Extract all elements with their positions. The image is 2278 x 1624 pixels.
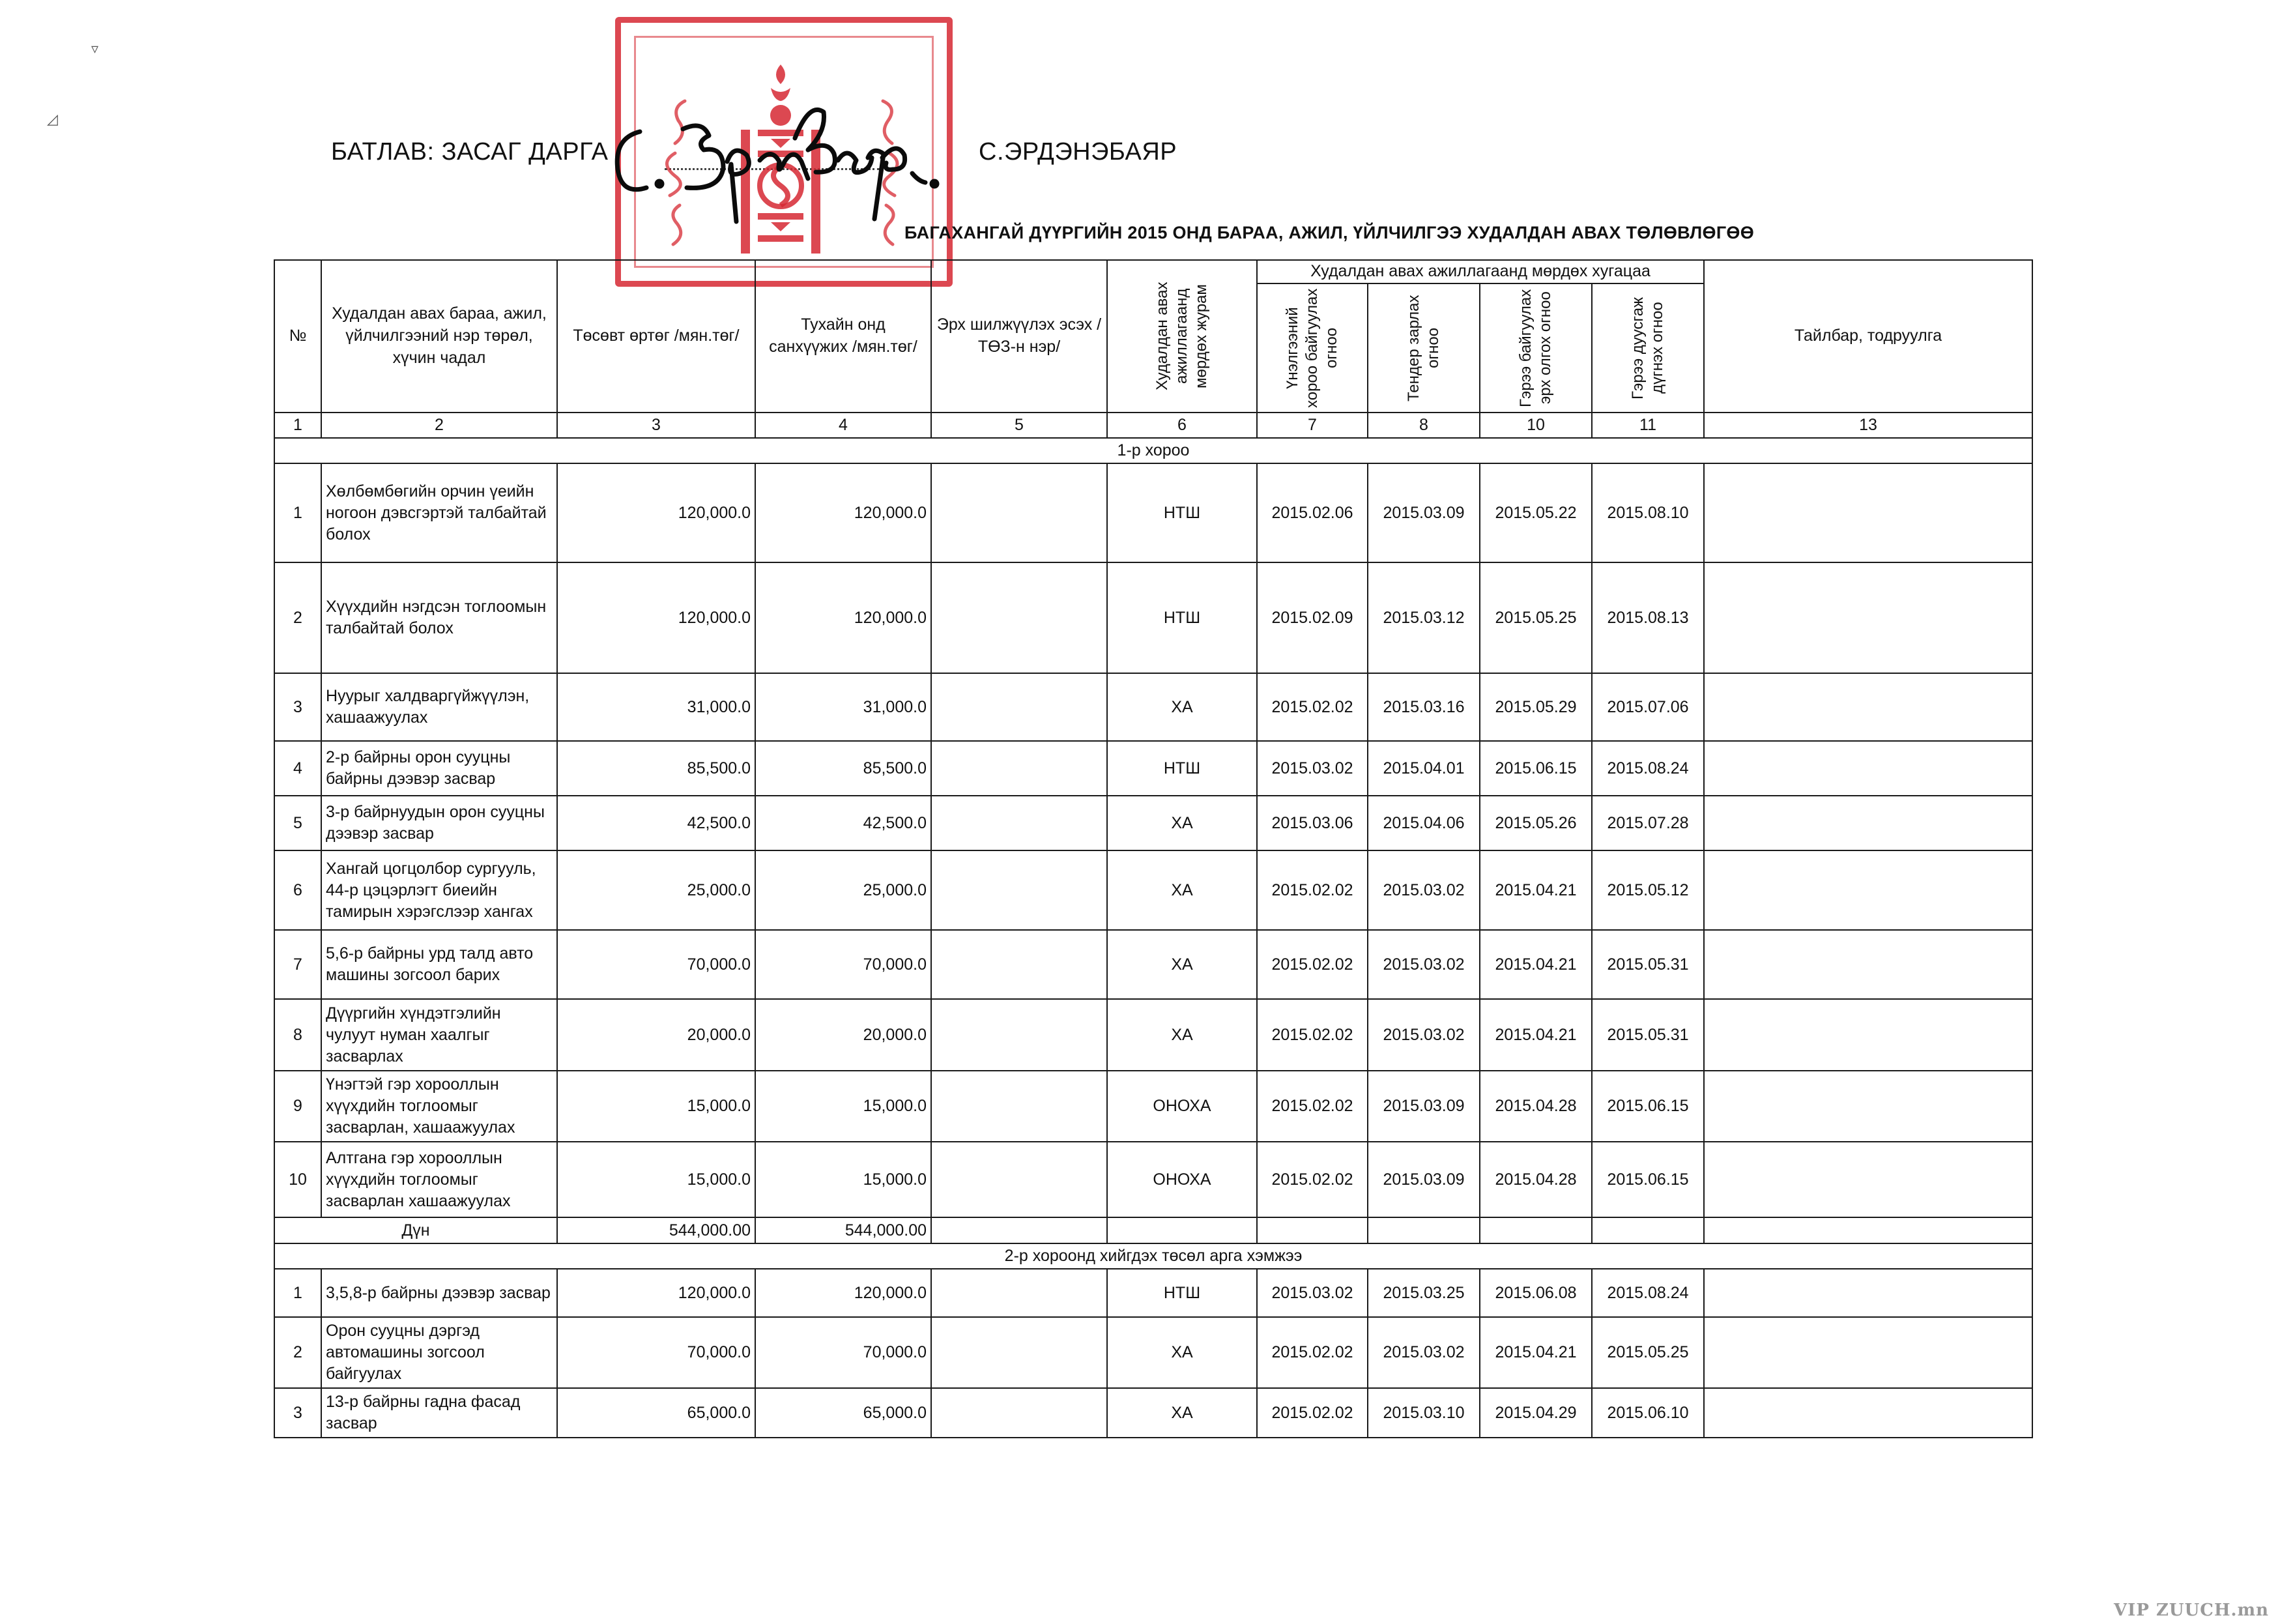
note-cell: [1704, 796, 2032, 850]
row-number: 1: [274, 1269, 321, 1317]
total-row: [274, 1217, 2032, 1243]
table-cell: [1368, 1217, 1480, 1243]
note-cell: [1704, 673, 2032, 741]
item-name: Хүүхдийн нэгдсэн тоглоомын талбайтай болох: [321, 562, 557, 673]
funding-amount: 70,000.0: [755, 1317, 931, 1388]
table-row: [274, 1142, 2032, 1217]
committee-date: 2015.02.02: [1257, 673, 1368, 741]
tender-date: 2015.03.02: [1368, 1317, 1480, 1388]
note-cell: [1704, 999, 2032, 1071]
committee-date: 2015.02.02: [1257, 1142, 1368, 1217]
col-header-authorized: Эрх шилжүүлэх эсэх /ТӨЗ-н нэр/: [931, 260, 1107, 413]
col-header-timeline-group: Худалдан авах ажиллагаанд мөрдөх хугацаа: [1257, 260, 1704, 283]
col-header-funding: Тухайн онд санхүүжих /мян.төг/: [755, 260, 931, 413]
col-header-budget: Төсөвт өртөг /мян.төг/: [557, 260, 755, 413]
committee-date: 2015.02.02: [1257, 1388, 1368, 1438]
procedure-code: НТШ: [1107, 562, 1257, 673]
table-row: [274, 562, 2032, 673]
authorized-org: [931, 930, 1107, 999]
table-row: [274, 999, 2032, 1071]
tender-date: 2015.03.10: [1368, 1388, 1480, 1438]
handwritten-signature: [599, 98, 951, 228]
budget-amount: 70,000.0: [557, 1317, 755, 1388]
committee-date: 2015.02.09: [1257, 562, 1368, 673]
authorized-org: [931, 673, 1107, 741]
col-header-procedure: Худалдан авах ажиллагаанд мөрдөх журам: [1107, 260, 1257, 413]
tender-date: 2015.04.06: [1368, 796, 1480, 850]
contract-right-date: 2015.04.28: [1480, 1142, 1592, 1217]
row-number: 8: [274, 999, 321, 1071]
funding-amount: 120,000.0: [755, 562, 931, 673]
committee-date: 2015.02.02: [1257, 930, 1368, 999]
note-cell: [1704, 1388, 2032, 1438]
col-header-note: Тайлбар, тодруулга: [1704, 260, 2032, 413]
section-header-row: [274, 1243, 2032, 1269]
contract-end-date: 2015.05.31: [1592, 999, 1704, 1071]
table-row: [274, 1269, 2032, 1317]
procedure-code: ХА: [1107, 1317, 1257, 1388]
budget-amount: 120,000.0: [557, 463, 755, 562]
contract-end-date: 2015.08.24: [1592, 1269, 1704, 1317]
row-number: 7: [274, 930, 321, 999]
item-name: Алтгана гэр хорооллын хүүхдийн тоглоомыг засварлан хашаажуулах: [321, 1142, 557, 1217]
authorized-org: [931, 463, 1107, 562]
table-cell: [1480, 1217, 1592, 1243]
tender-date: 2015.03.09: [1368, 463, 1480, 562]
committee-date: 2015.03.02: [1257, 1269, 1368, 1317]
total-budget: 544,000.00: [557, 1217, 755, 1243]
committee-date: 2015.03.02: [1257, 741, 1368, 796]
table-cell: [1107, 1217, 1257, 1243]
section-title: 2-р хороонд хийгдэх төсөл арга хэмжээ: [274, 1243, 2032, 1269]
contract-right-date: 2015.04.21: [1480, 930, 1592, 999]
procedure-code: ХА: [1107, 1388, 1257, 1438]
authorized-org: [931, 850, 1107, 930]
column-number: 11: [1592, 413, 1704, 438]
note-cell: [1704, 562, 2032, 673]
item-name: 3,5,8-р байрны дээвэр засвар: [321, 1269, 557, 1317]
col-header-name: Худалдан авах бараа, ажил, үйлчилгээний нэр төрөл, хүчин чадал: [321, 260, 557, 413]
table-row: [274, 1071, 2032, 1142]
section2-body: [274, 1269, 2032, 1438]
table-row: [274, 796, 2032, 850]
col-header-contract-right: Гэрээ байгуулах эрх олгох огноо: [1480, 283, 1592, 413]
row-number: 4: [274, 741, 321, 796]
funding-amount: 15,000.0: [755, 1071, 931, 1142]
total-funding: 544,000.00: [755, 1217, 931, 1243]
column-number: 4: [755, 413, 931, 438]
budget-amount: 20,000.0: [557, 999, 755, 1071]
note-cell: [1704, 930, 2032, 999]
document-title: БАГАХАНГАЙ ДҮҮРГИЙН 2015 ОНД БАРАА, АЖИЛ, ҮЙЛЧИЛГЭЭ ХУДАЛДАН АВАХ ТӨЛӨВЛӨГӨӨ: [904, 223, 1755, 242]
watermark-logo: VIP ZUUCH.mn: [2114, 1601, 2269, 1620]
note-cell: [1704, 1317, 2032, 1388]
col-header-contract-end: Гэрээ дуусгаж дүгнэх огноо: [1592, 283, 1704, 413]
contract-right-date: 2015.04.21: [1480, 850, 1592, 930]
column-number-row: [274, 413, 2032, 438]
item-name: 2-р байрны орон сууцны байрны дээвэр засвар: [321, 741, 557, 796]
committee-date: 2015.02.02: [1257, 999, 1368, 1071]
authorized-org: [931, 1071, 1107, 1142]
budget-amount: 42,500.0: [557, 796, 755, 850]
tender-date: 2015.03.12: [1368, 562, 1480, 673]
contract-end-date: 2015.06.10: [1592, 1388, 1704, 1438]
note-cell: [1704, 1142, 2032, 1217]
item-name: Хангай цогцолбор сургууль, 44-р цэцэрлэгт биеийн тамирын хэрэгслээр хангах: [321, 850, 557, 930]
row-number: 5: [274, 796, 321, 850]
funding-amount: 42,500.0: [755, 796, 931, 850]
tender-date: 2015.03.02: [1368, 850, 1480, 930]
contract-right-date: 2015.05.29: [1480, 673, 1592, 741]
row-number: 3: [274, 673, 321, 741]
funding-amount: 20,000.0: [755, 999, 931, 1071]
authorized-org: [931, 999, 1107, 1071]
column-number: 8: [1368, 413, 1480, 438]
authorized-org: [931, 741, 1107, 796]
item-name: 3-р байрнуудын орон сууцны дээвэр засвар: [321, 796, 557, 850]
committee-date: 2015.02.02: [1257, 1317, 1368, 1388]
section-header-row: [274, 438, 2032, 463]
procedure-code: ХА: [1107, 796, 1257, 850]
column-number: 7: [1257, 413, 1368, 438]
contract-right-date: 2015.04.28: [1480, 1071, 1592, 1142]
funding-amount: 15,000.0: [755, 1142, 931, 1217]
total-label: Дүн: [274, 1217, 557, 1243]
column-number: 6: [1107, 413, 1257, 438]
note-cell: [1704, 1269, 2032, 1317]
item-name: Дүүргийн хүндэтгэлийн чулуут нуман хаалгыг засварлах: [321, 999, 557, 1071]
budget-amount: 65,000.0: [557, 1388, 755, 1438]
committee-date: 2015.02.02: [1257, 850, 1368, 930]
note-cell: [1704, 850, 2032, 930]
column-number: 1: [274, 413, 321, 438]
contract-end-date: 2015.08.13: [1592, 562, 1704, 673]
contract-end-date: 2015.05.25: [1592, 1317, 1704, 1388]
contract-end-date: 2015.05.31: [1592, 930, 1704, 999]
procedure-code: ХА: [1107, 673, 1257, 741]
committee-date: 2015.03.06: [1257, 796, 1368, 850]
approve-label: БАТЛАВ: ЗАСАГ ДАРГА: [331, 138, 609, 166]
contract-end-date: 2015.06.15: [1592, 1142, 1704, 1217]
procedure-code: НТШ: [1107, 741, 1257, 796]
table-row: [274, 930, 2032, 999]
row-number: 10: [274, 1142, 321, 1217]
table-cell: [931, 1217, 1107, 1243]
contract-right-date: 2015.05.25: [1480, 562, 1592, 673]
item-name: 13-р байрны гадна фасад засвар: [321, 1388, 557, 1438]
tender-date: 2015.03.16: [1368, 673, 1480, 741]
funding-amount: 65,000.0: [755, 1388, 931, 1438]
item-name: 5,6-р байрны урд талд авто машины зогсоол барих: [321, 930, 557, 999]
procedure-code: ХА: [1107, 999, 1257, 1071]
section1-body: [274, 463, 2032, 1217]
column-number: 5: [931, 413, 1107, 438]
row-number: 9: [274, 1071, 321, 1142]
procurement-plan-table: [274, 259, 2033, 1438]
table-cell: [1592, 1217, 1704, 1243]
authorized-org: [931, 1269, 1107, 1317]
contract-end-date: 2015.07.28: [1592, 796, 1704, 850]
row-number: 2: [274, 1317, 321, 1388]
contract-right-date: 2015.05.26: [1480, 796, 1592, 850]
tender-date: 2015.03.02: [1368, 930, 1480, 999]
table-row: [274, 741, 2032, 796]
committee-date: 2015.02.06: [1257, 463, 1368, 562]
procedure-code: НТШ: [1107, 463, 1257, 562]
item-name: Нуурыг халдваргүйжүүлэн, хашаажуулах: [321, 673, 557, 741]
contract-end-date: 2015.08.24: [1592, 741, 1704, 796]
budget-amount: 120,000.0: [557, 562, 755, 673]
header-row: [274, 260, 2032, 283]
row-number: 1: [274, 463, 321, 562]
approver-name: С.ЭРДЭНЭБАЯР: [979, 138, 1177, 166]
table-row: [274, 463, 2032, 562]
note-cell: [1704, 1071, 2032, 1142]
column-number: 2: [321, 413, 557, 438]
tender-date: 2015.03.09: [1368, 1071, 1480, 1142]
column-number: 3: [557, 413, 755, 438]
funding-amount: 120,000.0: [755, 1269, 931, 1317]
budget-amount: 15,000.0: [557, 1071, 755, 1142]
procedure-code: ХА: [1107, 930, 1257, 999]
budget-amount: 70,000.0: [557, 930, 755, 999]
col-header-committee: Үнэлгээний хороо байгуулах огноо: [1257, 283, 1368, 413]
contract-end-date: 2015.05.12: [1592, 850, 1704, 930]
item-name: Үнэгтэй гэр хорооллын хүүхдийн тоглоомыг засварлан, хашаажуулах: [321, 1071, 557, 1142]
procedure-code: ХА: [1107, 850, 1257, 930]
funding-amount: 31,000.0: [755, 673, 931, 741]
table-cell: [1257, 1217, 1368, 1243]
tender-date: 2015.04.01: [1368, 741, 1480, 796]
column-number: 13: [1704, 413, 2032, 438]
authorized-org: [931, 1388, 1107, 1438]
contract-end-date: 2015.07.06: [1592, 673, 1704, 741]
contract-right-date: 2015.06.08: [1480, 1269, 1592, 1317]
authorized-org: [931, 1317, 1107, 1388]
note-cell: [1704, 741, 2032, 796]
item-name: Орон сууцны дэргэд автомашины зогсоол байгуулах: [321, 1317, 557, 1388]
tender-date: 2015.03.25: [1368, 1269, 1480, 1317]
committee-date: 2015.02.02: [1257, 1071, 1368, 1142]
section-title: 1-р хороо: [274, 438, 2032, 463]
row-number: 2: [274, 562, 321, 673]
tender-date: 2015.03.02: [1368, 999, 1480, 1071]
funding-amount: 120,000.0: [755, 463, 931, 562]
procedure-code: ОНОХА: [1107, 1142, 1257, 1217]
scan-speck: ▿: [91, 40, 99, 57]
table-row: [274, 850, 2032, 930]
contract-right-date: 2015.06.15: [1480, 741, 1592, 796]
funding-amount: 25,000.0: [755, 850, 931, 930]
contract-right-date: 2015.04.21: [1480, 1317, 1592, 1388]
col-header-no: №: [274, 260, 321, 413]
item-name: Хөлбөмбөгийн орчин үеийн ногоон дэвсгэртэй талбайтай болох: [321, 463, 557, 562]
budget-amount: 31,000.0: [557, 673, 755, 741]
table-row: [274, 1317, 2032, 1388]
funding-amount: 70,000.0: [755, 930, 931, 999]
budget-amount: 85,500.0: [557, 741, 755, 796]
authorized-org: [931, 796, 1107, 850]
row-number: 6: [274, 850, 321, 930]
col-header-tender: Тендер зарлах огноо: [1368, 283, 1480, 413]
authorized-org: [931, 1142, 1107, 1217]
funding-amount: 85,500.0: [755, 741, 931, 796]
budget-amount: 25,000.0: [557, 850, 755, 930]
table-cell: [1704, 1217, 2032, 1243]
budget-amount: 15,000.0: [557, 1142, 755, 1217]
table-row: [274, 1388, 2032, 1438]
contract-right-date: 2015.05.22: [1480, 463, 1592, 562]
contract-end-date: 2015.06.15: [1592, 1071, 1704, 1142]
contract-end-date: 2015.08.10: [1592, 463, 1704, 562]
procedure-code: НТШ: [1107, 1269, 1257, 1317]
row-number: 3: [274, 1388, 321, 1438]
contract-right-date: 2015.04.29: [1480, 1388, 1592, 1438]
table-row: [274, 673, 2032, 741]
tender-date: 2015.03.09: [1368, 1142, 1480, 1217]
budget-amount: 120,000.0: [557, 1269, 755, 1317]
note-cell: [1704, 463, 2032, 562]
authorized-org: [931, 562, 1107, 673]
scan-speck: ◿: [47, 111, 58, 127]
contract-right-date: 2015.04.21: [1480, 999, 1592, 1071]
procedure-code: ОНОХА: [1107, 1071, 1257, 1142]
column-number: 10: [1480, 413, 1592, 438]
